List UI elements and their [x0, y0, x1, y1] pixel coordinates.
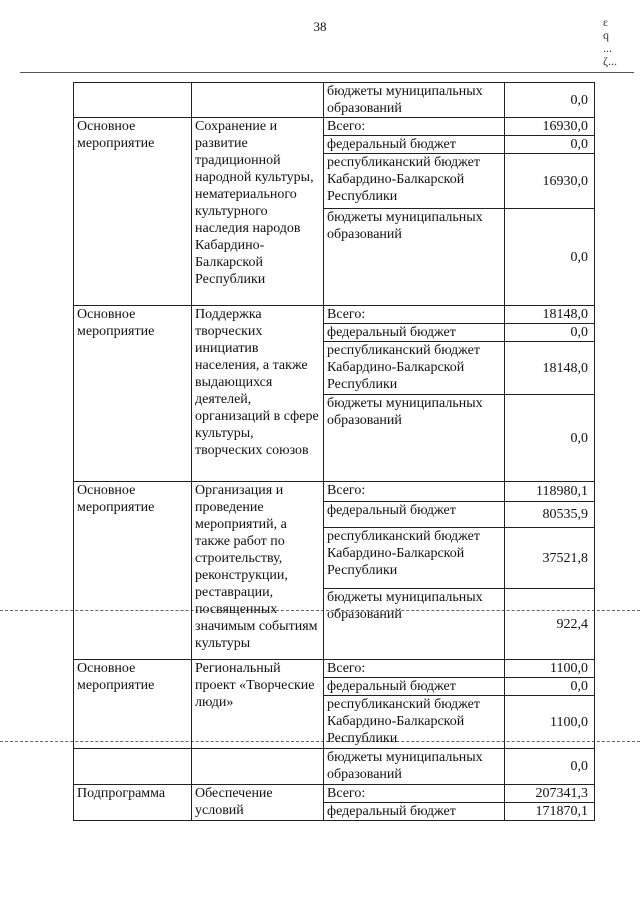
funding-source-cell: бюджеты муниципальных образований	[324, 589, 505, 660]
funding-source-cell: федеральный бюджет	[324, 502, 505, 528]
funding-source-cell: бюджеты муниципальных образований	[324, 83, 505, 118]
funding-source-cell: федеральный бюджет	[324, 136, 505, 154]
funding-source-cell: республиканский бюджет Кабардино-Балкарской Республики	[324, 696, 505, 749]
table-row	[74, 83, 595, 118]
amount-cell: 0,0	[505, 749, 595, 785]
amount-cell: 0,0	[505, 324, 595, 342]
item-name-cell: Региональный проект «Творческие люди»	[192, 660, 324, 749]
item-name-cell	[192, 749, 324, 785]
funding-source-cell: Всего:	[324, 660, 505, 678]
item-type-cell	[74, 83, 192, 118]
funding-source-cell: бюджеты муниципальных образований	[324, 749, 505, 785]
item-name-cell: Организация и проведение мероприятий, а также работ по строительству, реконструкции, реставрации, посвященных значимым событиям культуры	[192, 482, 324, 660]
item-name-cell: Сохранение и развитие традиционной народной культуры, нематериального культурного наследия народов Кабардино-Балкарской Республики	[192, 118, 324, 306]
scan-artifact-line	[20, 72, 634, 73]
amount-cell: 0,0	[505, 83, 595, 118]
amount-cell: 118980,1	[505, 482, 595, 502]
amount-cell: 18148,0	[505, 306, 595, 324]
item-type-cell: Основное мероприятие	[74, 118, 192, 306]
amount-cell: 0,0	[505, 395, 595, 482]
funding-source-cell: бюджеты муниципальных образований	[324, 395, 505, 482]
amount-cell: 207341,3	[505, 785, 595, 803]
funding-source-cell: республиканский бюджет Кабардино-Балкарской Республики	[324, 528, 505, 589]
amount-cell: 0,0	[505, 136, 595, 154]
amount-cell: 0,0	[505, 678, 595, 696]
amount-cell: 922,4	[505, 589, 595, 660]
table-row	[74, 482, 595, 502]
funding-source-cell: федеральный бюджет	[324, 324, 505, 342]
funding-source-cell: Всего:	[324, 118, 505, 136]
amount-cell: 1100,0	[505, 660, 595, 678]
funding-source-cell: Всего:	[324, 785, 505, 803]
item-type-cell	[74, 749, 192, 785]
funding-source-cell: Всего:	[324, 306, 505, 324]
page-number: 38	[313, 19, 327, 34]
funding-source-cell: бюджеты муниципальных образований	[324, 209, 505, 306]
funding-source-cell: федеральный бюджет	[324, 803, 505, 821]
item-type-cell: Основное мероприятие	[74, 482, 192, 660]
item-type-cell: Основное мероприятие	[74, 660, 192, 749]
margin-handwritten-mark: ε q ... ζ...	[603, 15, 617, 68]
funding-source-cell: республиканский бюджет Кабардино-Балкарской Республики	[324, 154, 505, 209]
amount-cell: 37521,8	[505, 528, 595, 589]
item-name-cell	[192, 83, 324, 118]
table-row	[74, 118, 595, 136]
amount-cell: 16930,0	[505, 154, 595, 209]
item-type-cell: Подпрограмма	[74, 785, 192, 821]
funding-source-cell: федеральный бюджет	[324, 678, 505, 696]
item-type-cell: Основное мероприятие	[74, 306, 192, 482]
table-row	[74, 785, 595, 803]
budget-table	[73, 82, 595, 821]
table-row	[74, 749, 595, 785]
table-row	[74, 306, 595, 324]
amount-cell: 16930,0	[505, 118, 595, 136]
amount-cell: 80535,9	[505, 502, 595, 528]
amount-cell: 18148,0	[505, 342, 595, 395]
amount-cell: 171870,1	[505, 803, 595, 821]
amount-cell: 0,0	[505, 209, 595, 306]
table-row	[74, 660, 595, 678]
item-name-cell: Поддержка творческих инициатив населения, а также выдающихся деятелей, организаций в сфере культуры, творческих союзов	[192, 306, 324, 482]
funding-source-cell: Всего:	[324, 482, 505, 502]
amount-cell: 1100,0	[505, 696, 595, 749]
funding-source-cell: республиканский бюджет Кабардино-Балкарской Республики	[324, 342, 505, 395]
item-name-cell: Обеспечение условий	[192, 785, 324, 821]
